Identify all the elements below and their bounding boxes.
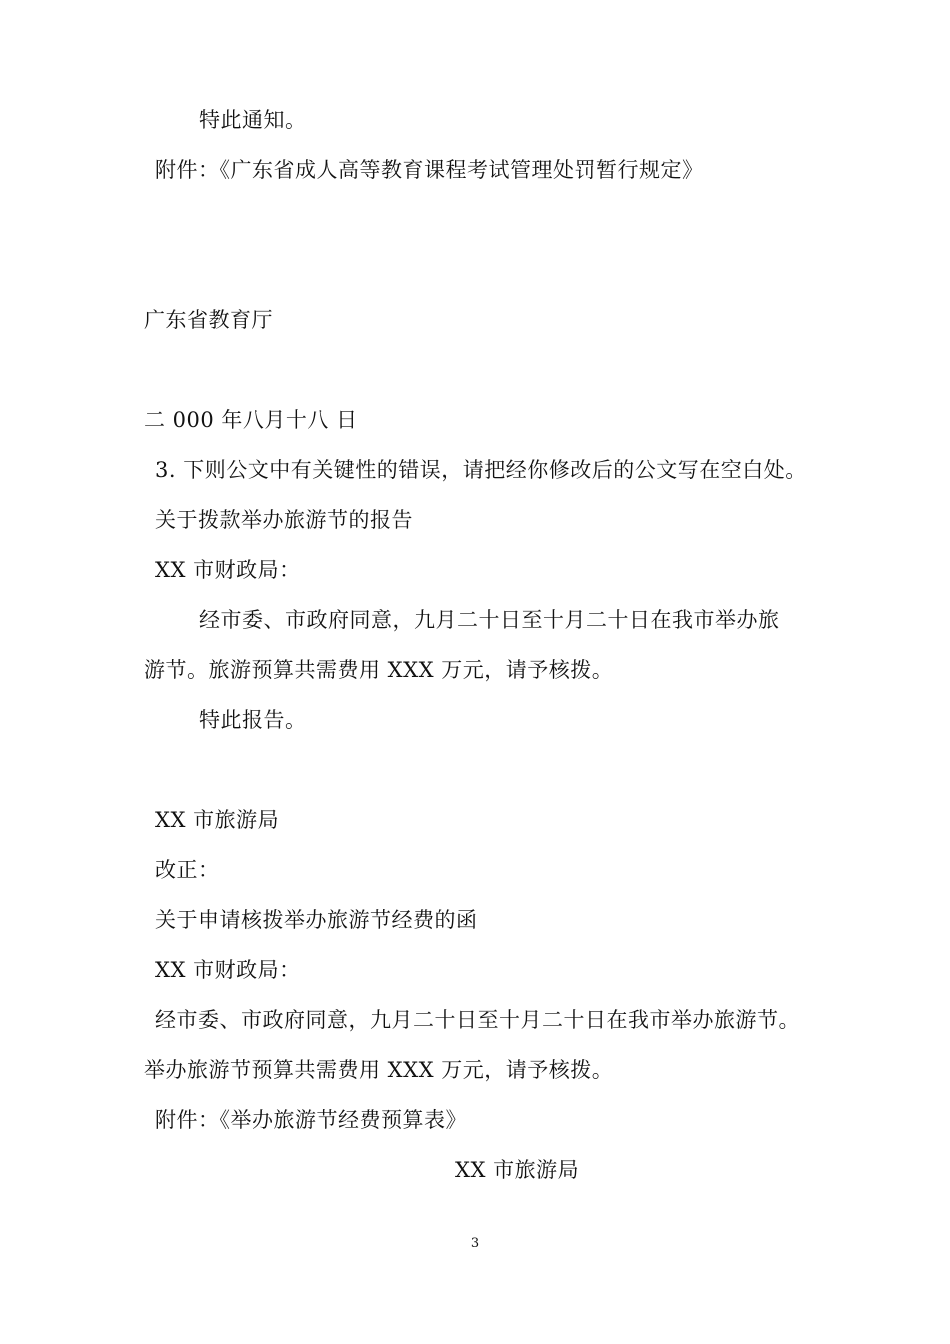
corrected-sender: XX 市旅游局 — [455, 1158, 580, 1182]
original-title: 关于拨款举办旅游节的报告 — [155, 508, 413, 532]
issue-date: 二 000 年八月十八 日 — [144, 408, 358, 432]
original-closing: 特此报告。 — [199, 708, 307, 732]
corrected-body-line-1: 经市委、市政府同意，九月二十日至十月二十日在我市举办旅游节。 — [155, 1008, 800, 1032]
page-number: 3 — [470, 1236, 480, 1251]
corrected-recipient: XX 市财政局： — [155, 958, 301, 982]
original-body-line-1: 经市委、市政府同意，九月二十日至十月二十日在我市举办旅 — [199, 608, 780, 632]
original-recipient: XX 市财政局： — [155, 558, 301, 582]
original-body-line-2: 游节。旅游预算共需费用 XXX 万元，请予核拨。 — [144, 658, 614, 682]
correction-label: 改正： — [155, 858, 220, 882]
issuer-name: 广东省教育厅 — [144, 308, 273, 332]
corrected-body-line-2: 举办旅游节预算共需费用 XXX 万元，请予核拨。 — [144, 1058, 614, 1082]
question-3: 3. 下则公文中有关键性的错误，请把经你修改后的公文写在空白处。 — [155, 458, 807, 482]
attachment-line: 附件：《广东省成人高等教育课程考试管理处罚暂行规定》 — [155, 158, 704, 182]
corrected-attachment: 附件：《举办旅游节经费预算表》 — [155, 1108, 467, 1132]
corrected-title: 关于申请核拨举办旅游节经费的函 — [155, 908, 478, 932]
original-sender: XX 市旅游局 — [155, 808, 280, 832]
closing-notice: 特此通知。 — [199, 108, 307, 132]
